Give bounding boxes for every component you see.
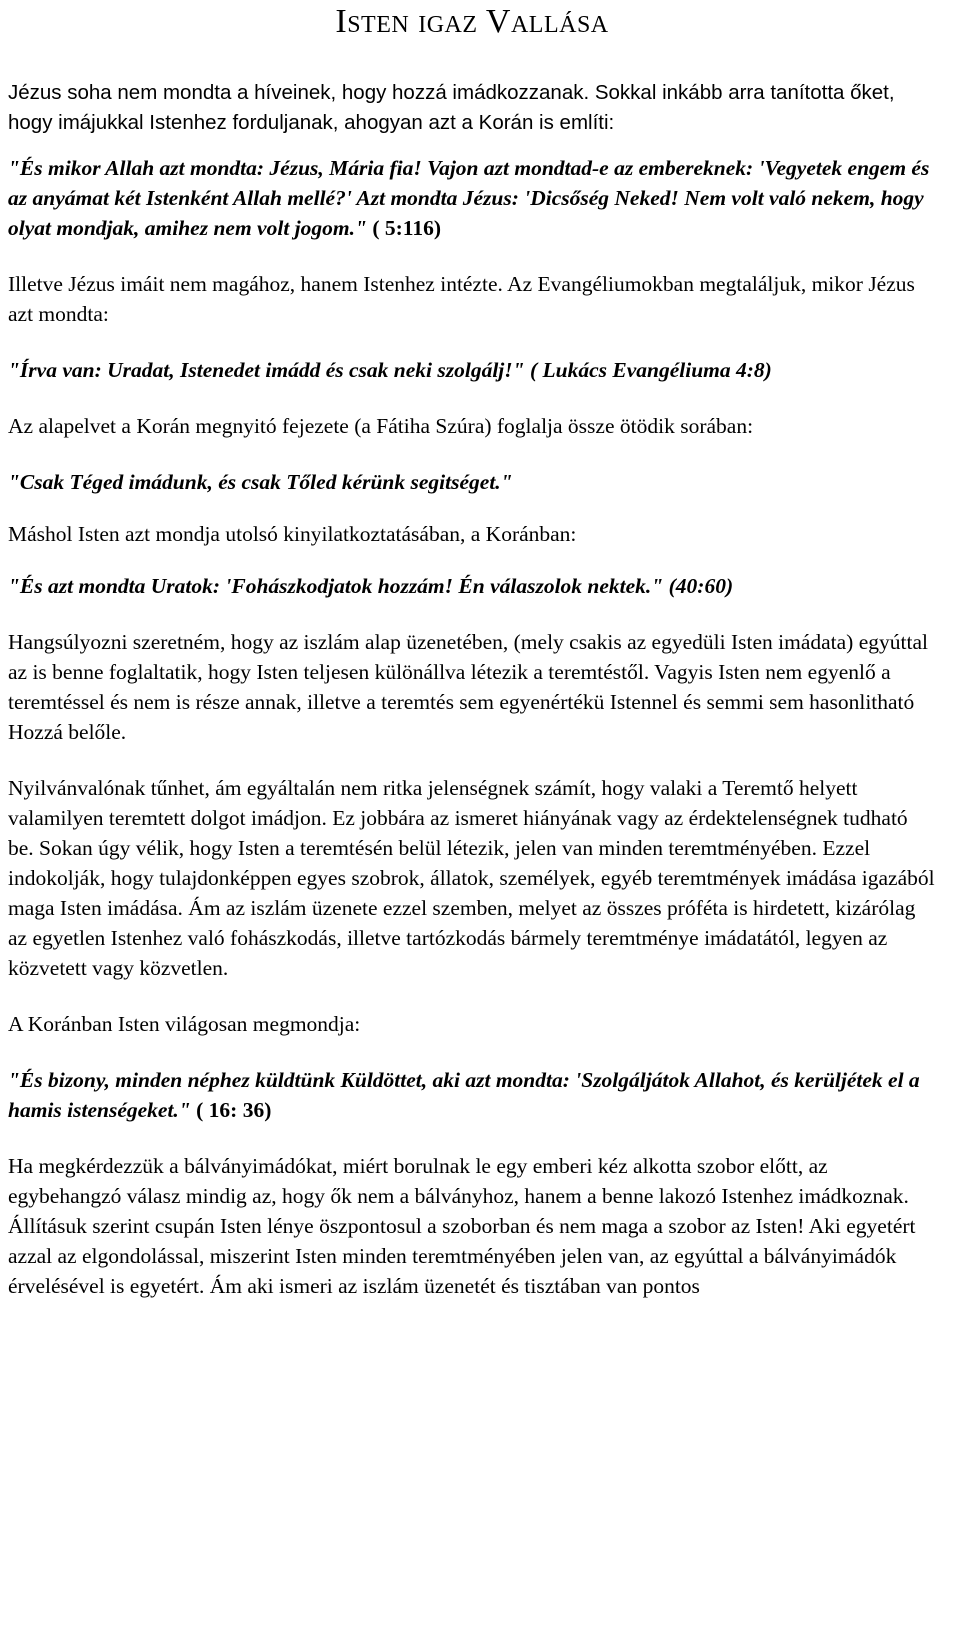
body-paragraph-idol-worshippers: Ha megkérdezzük a bálványimádókat, miért borulnak le egy emberi kéz alkotta szobor előtt, az egybehangzó válasz mindig az, hogy ők nem a bálványhoz, hanem a benne lakozó Istenhez imádkoznak. Állításuk szerint csupán Isten lénye öszpontosul a szoborban és nem maga a szobor az Isten! Aki egyetért azzal az elgondolással, miszerint Isten minden teremtményében jelen van, az egyúttal a bálványimádók érvelésével is egyetért. Ám aki ismeri az iszlám üzenetét és tisztában van pontos	[8, 1154, 916, 1298]
fatiha-quote: "Csak Téged imádunk, és csak Tőled kérünk segitséget."	[8, 470, 513, 494]
body-paragraph-jesus-prayers: Illetve Jézus imáit nem magához, hanem Istenhez intézte. Az Evangéliumokban megtaláljuk, mikor Jézus azt mondta:	[8, 272, 915, 326]
gospel-quote-luke-4-8: "Írva van: Uradat, Istenedet imádd és csak neki szolgálj!" ( Lukács Evangéliuma 4:8)	[8, 358, 772, 382]
quote-text: "És mikor Allah azt mondta: Jézus, Mária fia! Vajon azt mondtad-e az embereknek: 'Vegyetek engem és az anyámat két Istenként Allah mellé?' Azt mondta Jézus: 'Dicsőség Neked! Nem volt való nekem, hogy olyat mondjak, amihez nem volt jogom."	[8, 156, 930, 240]
body-paragraph-idolatry: Nyilvánvalónak tűnhet, ám egyáltalán nem ritka jelenségnek számít, hogy valaki a Teremtő helyett valamilyen teremtett dolgot imádjon. Ez jobbára az ismeret hiányának vagy az érdektelenségnek tudható be. Sokan úgy vélik, hogy Isten a teremtésén belül létezik, jelen van minden teremtményében. Ezzel indokolják, hogy tulajdonképpen egyes szobrok, állatok, személyek, egyéb teremtmények imádása igazából maga Isten imádása. Ám az iszlám üzenete ezzel szemben, melyet az összes próféta is hirdetett, kizárólag az egyetlen Istenhez való fohászkodás, illetve tartózkodás bármely teremtménye imádatától, legyen az közvetett vagy közvetlen.	[8, 776, 935, 980]
body-paragraph-quran-states: A Koránban Isten világosan megmondja:	[8, 1012, 361, 1036]
quran-quote-5-116	[8, 153, 936, 243]
body-paragraph-revelation: Máshol Isten azt mondja utolsó kinyilatkoztatásában, a Koránban:	[8, 522, 577, 546]
body-paragraph-emphasis: Hangsúlyozni szeretném, hogy az iszlám alap üzenetében, (mely csakis az egyedüli Isten imádata) egyúttal az is benne foglaltatik, hogy Isten teljesen különállva létezik a teremtéstől. Vagyis Isten nem egyenlő a teremtéssel és nem is része annak, illetve a teremtés sem egyenértékü Istennel és semmi sem hasonlitható Hozzá belőle.	[8, 630, 928, 744]
document-title: Isten igaz Vallása	[335, 3, 609, 40]
intro-paragraph: Jézus soha nem mondta a híveinek, hogy hozzá imádkozzanak. Sokkal inkább arra tanította őket, hogy imájukkal Istenhez forduljanak, ahogyan azt a Korán is említi:	[8, 81, 895, 134]
quote-reference: ( 5:116)	[366, 216, 441, 240]
quote-text: "És bizony, minden néphez küldtünk Küldöttet, aki azt mondta: 'Szolgáljátok Allahot, és kerüljétek el a hamis istenségeket."	[8, 1068, 920, 1122]
quote-reference: ( 16: 36)	[190, 1098, 272, 1122]
quran-quote-16-36	[8, 1065, 936, 1125]
quran-quote-40-60: "És azt mondta Uratok: 'Fohászkodjatok hozzám! Én válaszolok nektek." (40:60)	[8, 574, 734, 598]
body-paragraph-fatiha: Az alapelvet a Korán megnyitó fejezete (a Fátiha Szúra) foglalja össze ötödik sorában:	[8, 414, 754, 438]
